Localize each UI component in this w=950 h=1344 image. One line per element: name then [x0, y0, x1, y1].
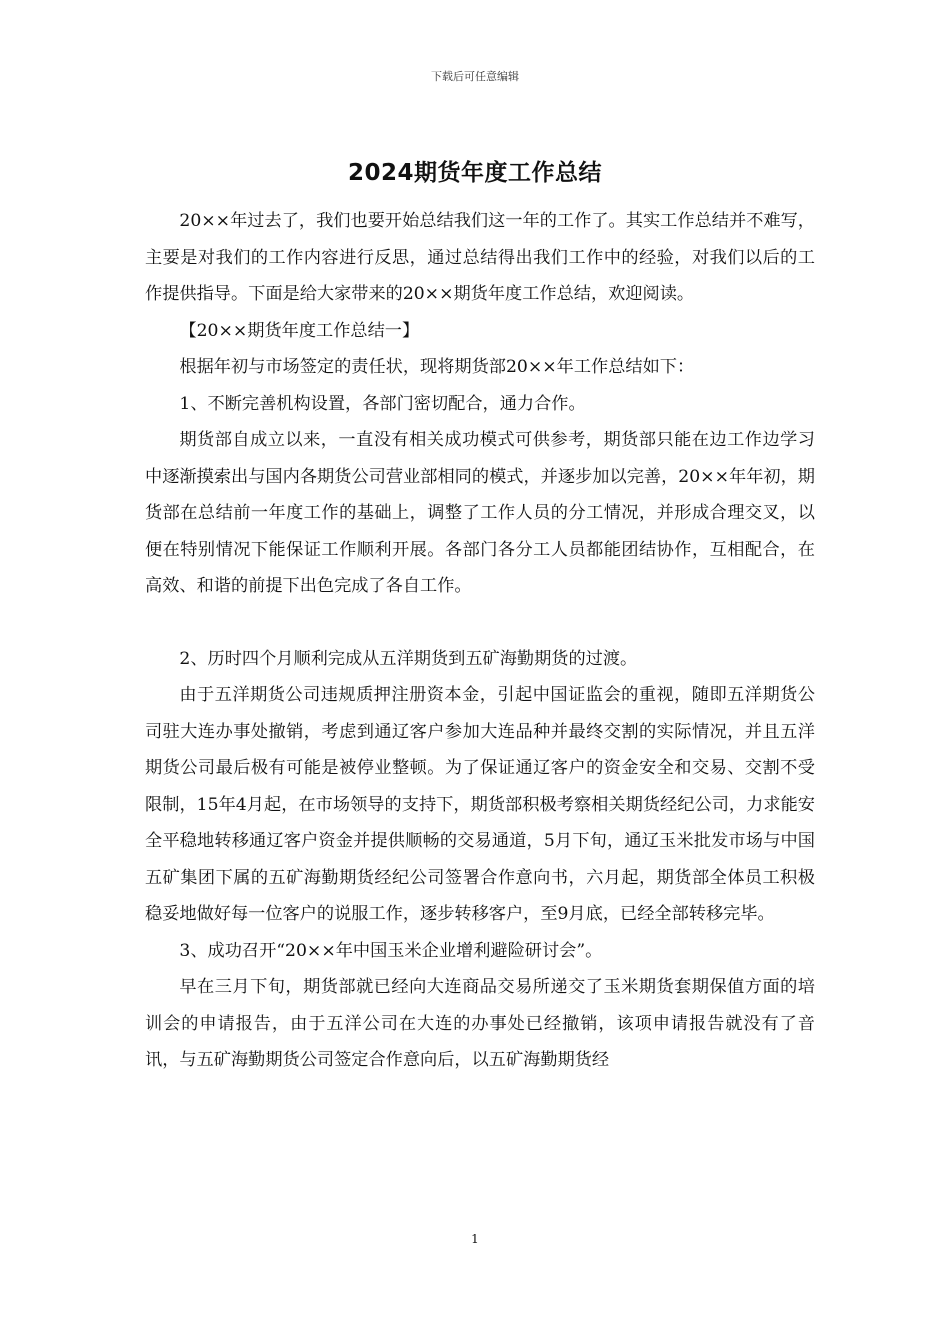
paragraph-item-3-body: 早在三月下旬，期货部就已经向大连商品交易所递交了玉米期货套期保值方面的培训会的申请报告，由于五洋公司在大连的办事处已经撤销，该项申请报告就没有了音讯，与五矿海勤期货公司签定合作意向后，以五矿海勤期货经 — [145, 977, 815, 1070]
document-body — [145, 203, 815, 1079]
paragraph-summary-lead: 根据年初与市场签定的责任状，现将期货部20××年工作总结如下： — [179, 357, 695, 377]
document-title: 2024期货年度工作总结 — [347, 160, 602, 186]
paragraph-item-3-heading: 3、成功召开“20××年中国玉米企业增利避险研讨会”。 — [179, 940, 603, 961]
header-note: 下载后可任意编辑 — [431, 70, 519, 83]
paragraph-item-2-heading: 2、历时四个月顺利完成从五洋期货到五矿海勤期货的过渡。 — [179, 648, 638, 669]
paragraph-item-2-body: 由于五洋期货公司违规质押注册资本金，引起中国证监会的重视，随即五洋期货公司驻大连办事处撤销，考虑到通辽客户参加大连品种并最终交割的实际情况，并且五洋期货公司最后极有可能是被停业整顿。为了保证通辽客户的资金安全和交易、交割不受限制，15年4月起，在市场领导的支持下，期货部积极考察相关期货经纪公司，力求能安全平稳地转移通辽客户资金并提供顺畅的交易通道，5月下旬，通辽玉米批发市场与中国五矿集团下属的五矿海勤期货经纪公司签署合作意向书，六月起，期货部全体员工积极稳妥地做好每一位客户的说服工作，逐步转移客户，至9月底，已经全部转移完毕。 — [145, 685, 815, 924]
page-number: 1 — [471, 1232, 479, 1246]
paragraph-item-1-body: 期货部自成立以来，一直没有相关成功模式可供参考，期货部只能在边工作边学习中逐渐摸索出与国内各期货公司营业部相同的模式，并逐步加以完善，20××年年初，期货部在总结前一年度工作的基础上，调整了工作人员的分工情况，并形成合理交叉，以便在特别情况下能保证工作顺利开展。各部门各分工人员都能团结协作，互相配合，在高效、和谐的前提下出色完成了各自工作。 — [145, 430, 815, 596]
paragraph-section-heading: 【20××期货年度工作总结一】 — [179, 320, 420, 341]
paragraph-intro: 20××年过去了，我们也要开始总结我们这一年的工作了。其实工作总结并不难写，主要是对我们的工作内容进行反思，通过总结得出我们工作中的经验，对我们以后的工作提供指导。下面是给大家带来的20××期货年度工作总结，欢迎阅读。 — [145, 211, 815, 304]
paragraph-item-1-heading: 1、不断完善机构设置，各部门密切配合，通力合作。 — [179, 393, 586, 414]
